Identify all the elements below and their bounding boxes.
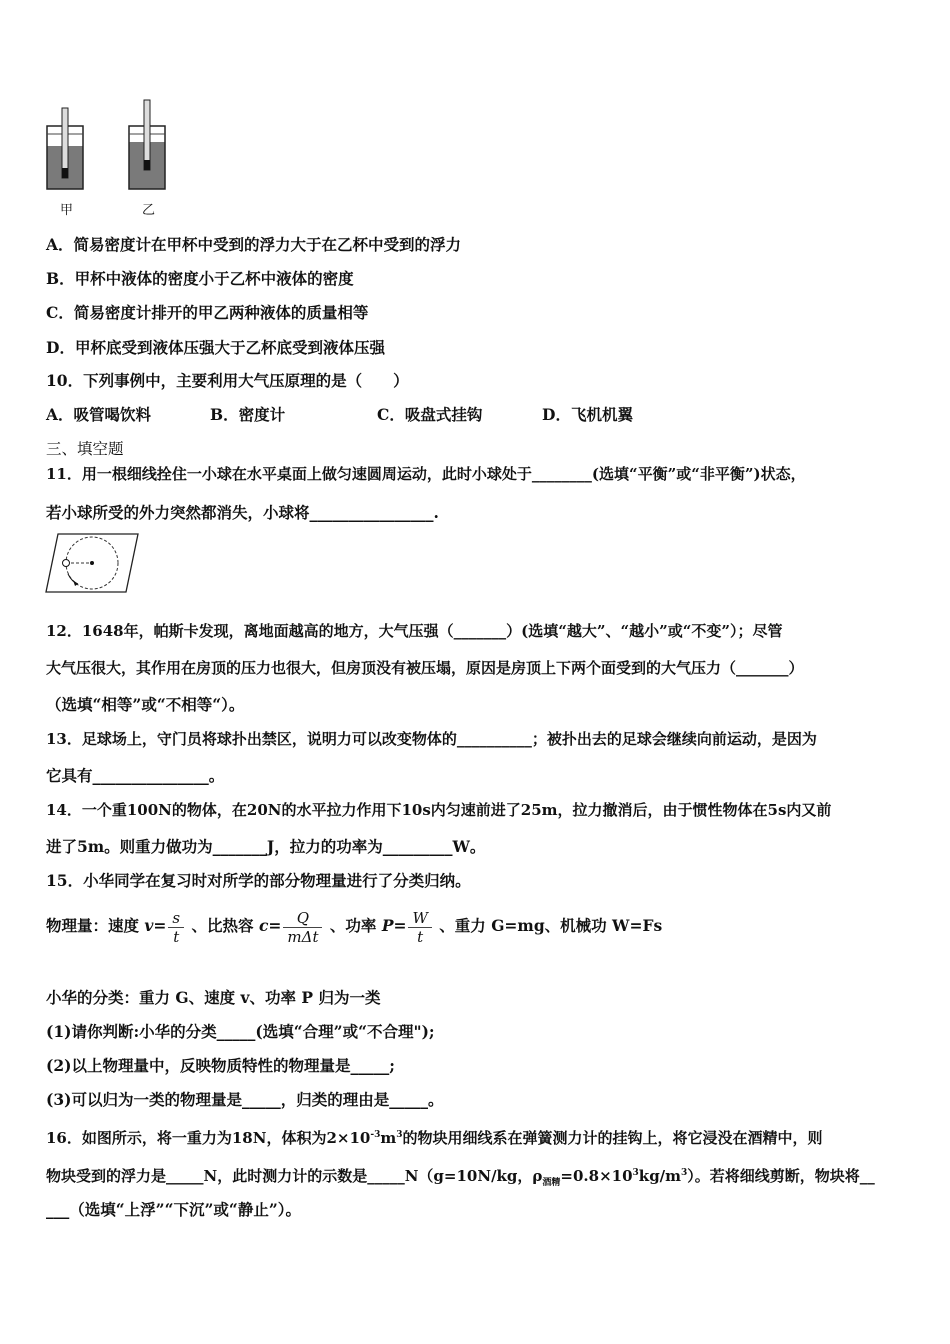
q16-line3: ___（选填“上浮”“下沉”或“静止”）。: [46, 1200, 301, 1219]
q16-line1: 16．如图所示，将一重力为18N，体积为$2\times 10^{-3}m^3$的物块用细线系在弹簧测力计的挂钩上，将它浸没在酒精中，则: [46, 1129, 823, 1147]
beakers-figure: [40, 96, 180, 196]
q10-option-c: C．吸盘式挂钩: [377, 405, 483, 424]
q9-option-c: C．简易密度计排开的甲乙两种液体的质量相等: [46, 303, 369, 322]
circular-motion-figure: [44, 532, 140, 594]
q12-line2: 大气压很大，其作用在房顶的压力也很大，但房顶没有被压塌，原因是房顶上下两个面受到的大气压力（_______）: [46, 659, 804, 677]
power-fraction: $\frac{W}{t}$: [408, 909, 431, 946]
figure-label-jia: 甲: [60, 203, 74, 218]
q13-line2: 它具有_______________。: [46, 766, 225, 785]
q10-option-d: D．飞机机翼: [542, 405, 633, 424]
q15-subq1: (1)请你判断:小华的分类_____(选填“合理”或“不合理");: [46, 1022, 435, 1041]
q9-option-d: D．甲杯底受到液体压强大于乙杯底受到液体压强: [46, 338, 385, 357]
specific-heat-fraction: $\frac{Q}{\text{mΔt}}$: [283, 909, 322, 946]
q11-line2: 若小球所受的外力突然都消失，小球将________________.: [46, 503, 439, 522]
q15-subq2: (2)以上物理量中，反映物质特性的物理量是_____;: [46, 1056, 395, 1075]
q10-option-a: A．吸管喝饮料: [46, 405, 152, 424]
figure-label-yi: 乙: [142, 203, 156, 218]
q14-line1: 14．一个重100N的物体，在20N的水平拉力作用下10s内匀速前进了25m，拉力撤消后，由于惯性物体在5s内又前: [46, 801, 832, 819]
q12-line1: 12．1648年，帕斯卡发现，离地面越高的地方，大气压强（_______）(选填“越大”、“越小”或“不变”）；尽管: [46, 622, 783, 640]
q15-subq3: (3)可以归为一类的物理量是_____，归类的理由是_____。: [46, 1090, 444, 1109]
q12-line3: （选填“相等”或“不相等“）。: [46, 695, 245, 714]
q11-line1: 11．用一根细线拴住一小球在水平桌面上做匀速圆周运动，此时小球处于________(选填“平衡”或“非平衡”)状态，: [46, 465, 806, 483]
q9-option-b: B．甲杯中液体的密度小于乙杯中液体的密度: [46, 269, 354, 288]
section-heading: 三、填空题: [46, 440, 124, 458]
q15-classification: 小华的分类：重力 G、速度 v、功率 P 归为一类: [46, 988, 381, 1007]
q10-stem: 10．下列事例中，主要利用大气压原理的是（ ）: [46, 371, 409, 390]
q16-line2: 物块受到的浮力是_____N，此时测力计的示数是_____N（g=10N/kg，$\rho_{酒精}=0.8\times 10^3kg/m^3$）。若将细线剪断，物块将__: [46, 1167, 875, 1188]
q9-option-a: A．简易密度计在甲杯中受到的浮力大于在乙杯中受到的浮力: [46, 235, 462, 254]
q10-option-b: B．密度计: [210, 405, 286, 424]
q13-line1: 13．足球场上，守门员将球扑出禁区，说明力可以改变物体的__________；被扑出去的足球会继续向前运动，是因为: [46, 730, 817, 748]
q14-line2: 进了5m。则重力做功为_______J，拉力的功率为_________W。: [46, 837, 486, 856]
q15-formula-line: 物理量：速度 v= $\frac{s}{t}$ 、比热容 c= $\frac{Q}{\text{mΔt}}$ 、功率 P= $\frac{W}{t}$ 、重力 G=mg、机械功 W=Fs: [46, 908, 663, 946]
velocity-fraction: $\frac{s}{t}$: [168, 909, 184, 946]
densitometer-yi: [144, 100, 150, 170]
densitometer-jia: [62, 108, 68, 178]
q15-stem: 15．小华同学在复习时对所学的部分物理量进行了分类归纳。: [46, 871, 471, 890]
